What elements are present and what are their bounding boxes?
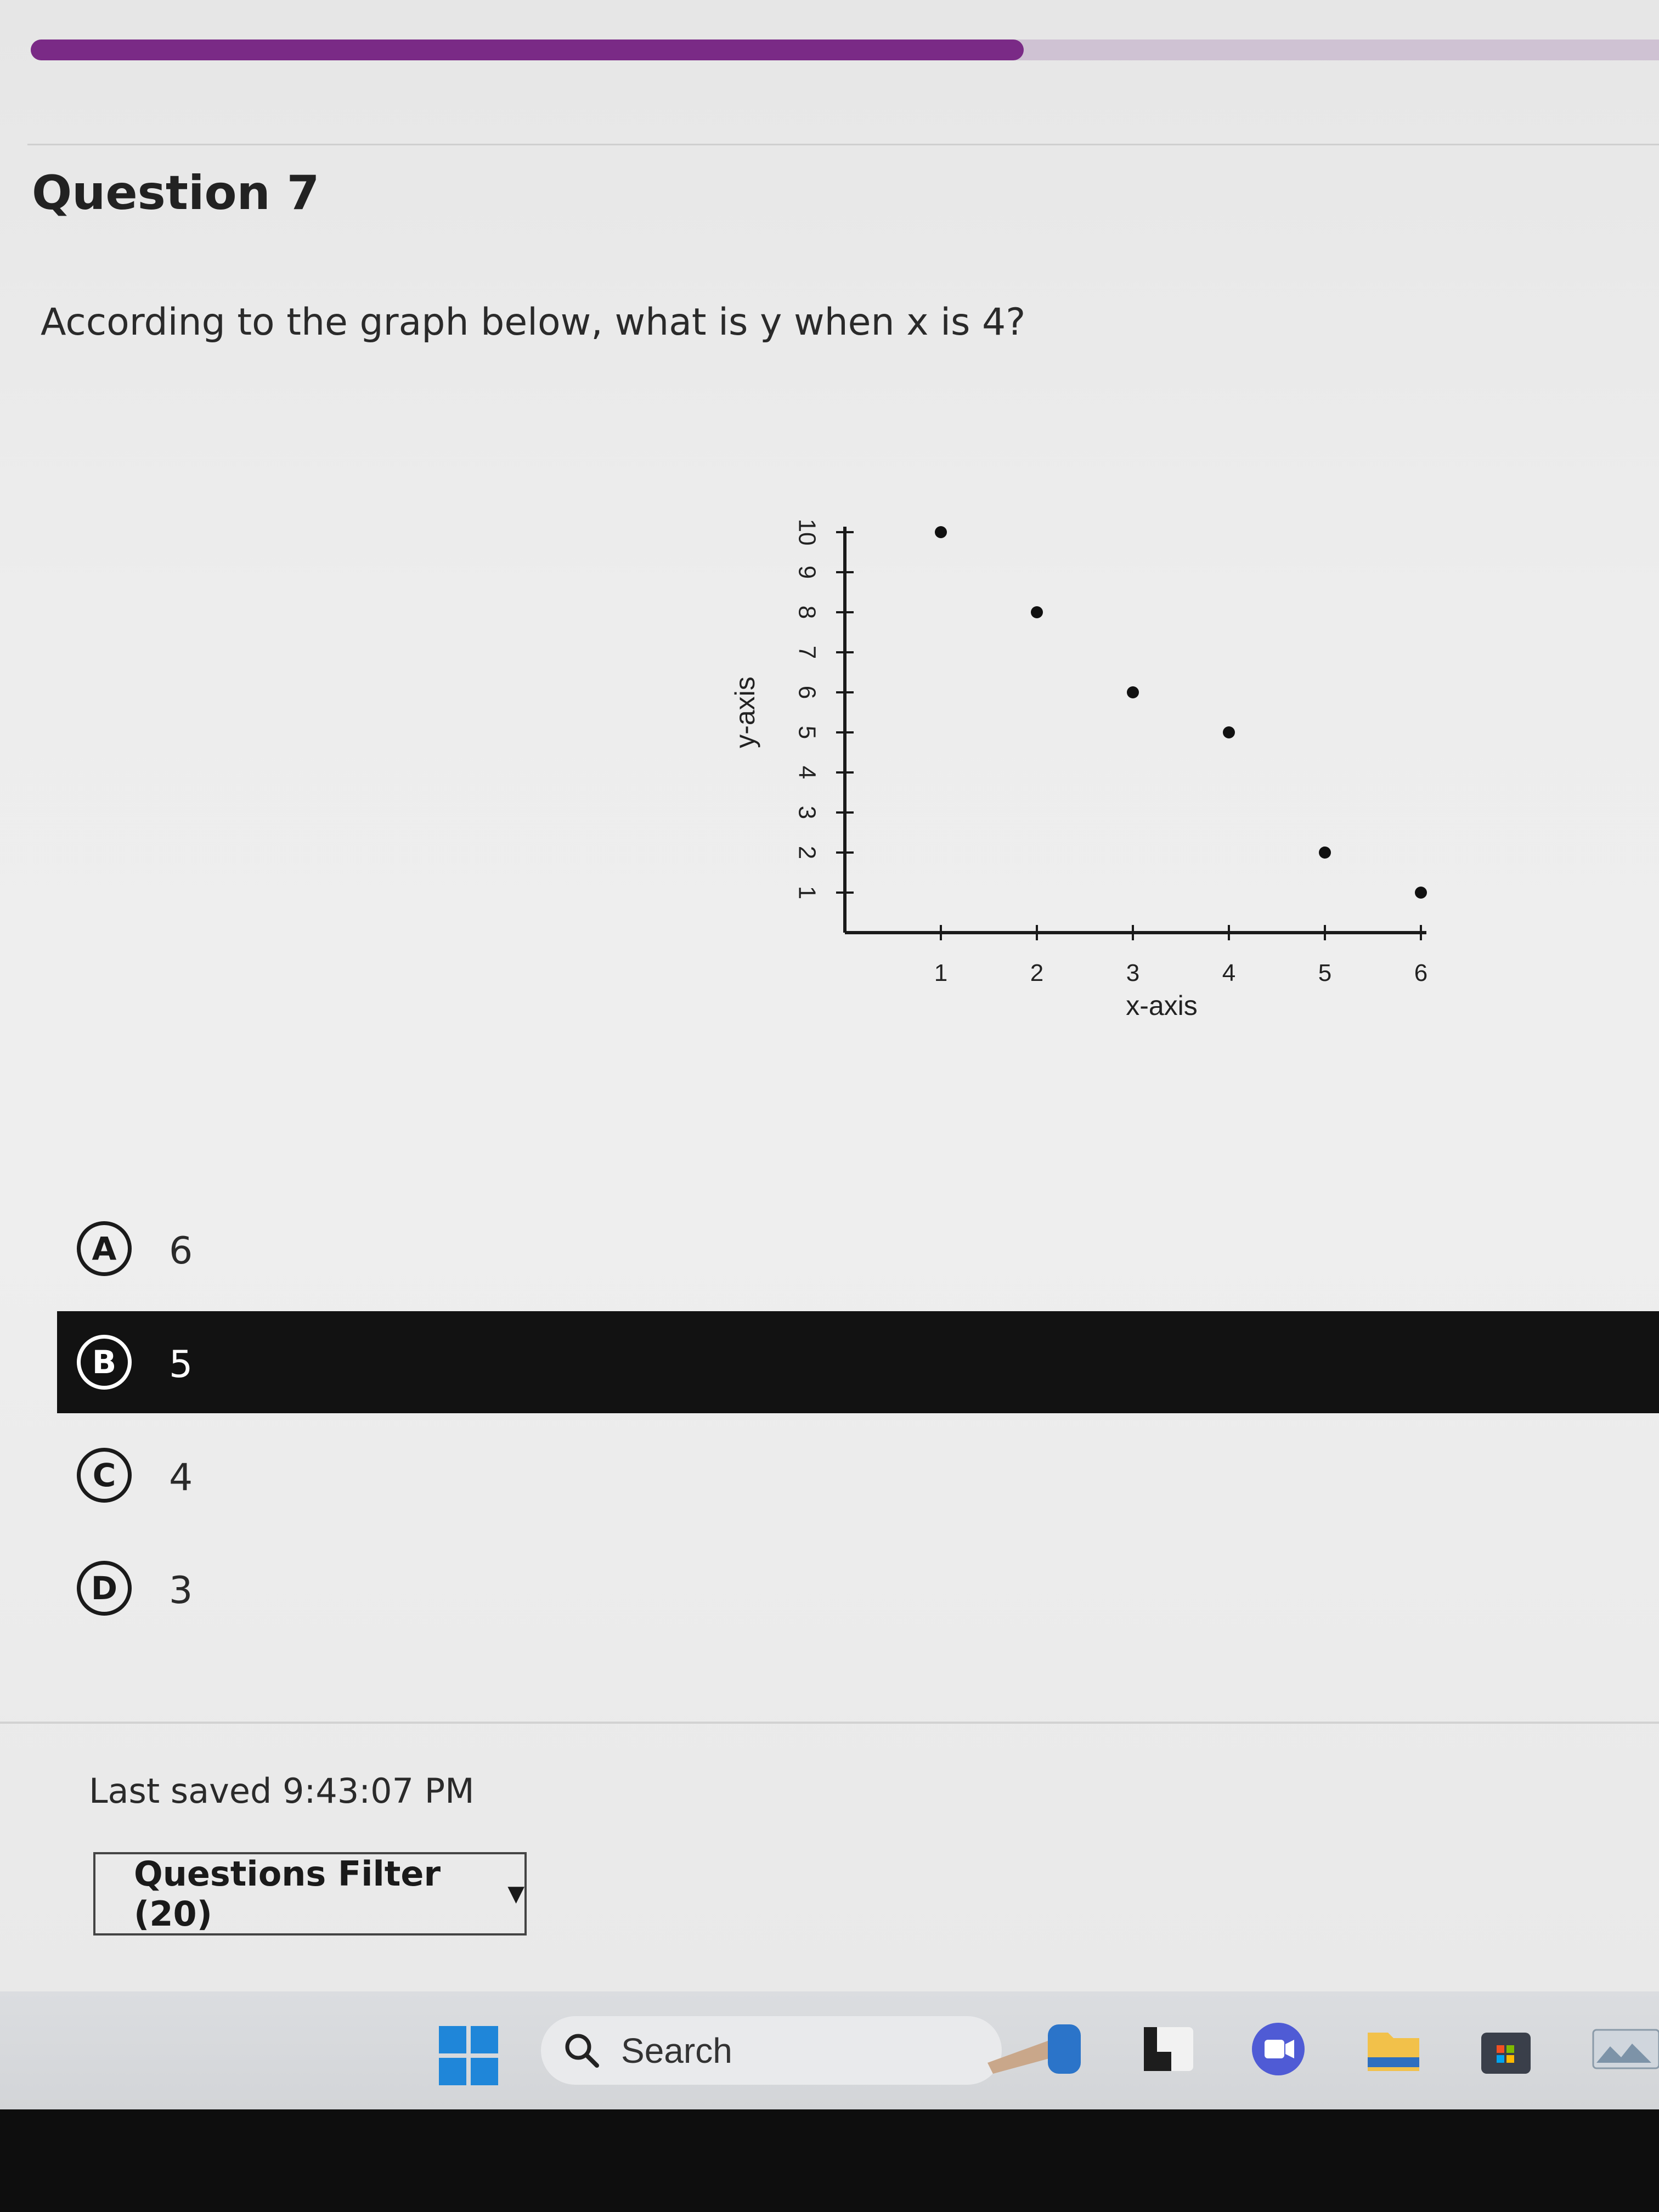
y-tick-label: 4 (793, 765, 821, 780)
file-explorer-icon[interactable] (1363, 2019, 1424, 2079)
option-value: 3 (169, 1569, 193, 1612)
x-tick-label: 4 (1222, 960, 1236, 986)
caret-down-icon: ▼ (507, 1881, 524, 1906)
data-point (1415, 887, 1427, 899)
search-icon (563, 2032, 601, 2070)
questions-filter-label: Questions Filter (20) (134, 1854, 441, 1934)
search-label: Search (621, 2030, 732, 2070)
option-value: 5 (169, 1343, 193, 1386)
data-point (1031, 606, 1043, 618)
teams-icon[interactable] (1248, 2019, 1308, 2079)
question-prompt: According to the graph below, what is y when x is 4? (41, 301, 1026, 344)
y-tick-label: 3 (793, 805, 821, 820)
divider (27, 144, 1659, 145)
x-axis-title: x-axis (1126, 990, 1198, 1021)
question-title: Question 7 (32, 166, 320, 221)
option-letter-badge: A (77, 1221, 132, 1276)
store-icon[interactable] (1476, 2019, 1536, 2079)
progress-bar (31, 40, 1659, 60)
y-tick-label: 5 (793, 725, 821, 740)
data-point (1319, 847, 1331, 859)
y-tick-label: 7 (793, 645, 821, 659)
data-point (1223, 726, 1235, 738)
start-icon[interactable] (439, 2026, 500, 2087)
last-saved-status: Last saved 9:43:07 PM (89, 1771, 475, 1811)
terminal-icon[interactable] (1138, 2019, 1199, 2079)
x-tick-label: 6 (1414, 960, 1428, 986)
data-point (935, 526, 947, 538)
progress-fill (31, 40, 1024, 60)
taskbar (0, 1991, 1659, 2109)
answer-option-b[interactable] (57, 1311, 1659, 1413)
option-value: 4 (169, 1456, 193, 1499)
x-tick-label: 1 (934, 960, 948, 986)
option-letter-badge: D (77, 1561, 132, 1616)
x-tick-label: 2 (1030, 960, 1044, 986)
y-tick-label: 2 (793, 845, 821, 860)
photos-icon[interactable] (1591, 2019, 1659, 2079)
x-tick-label: 3 (1126, 960, 1140, 986)
chart-svg (713, 494, 1470, 1053)
taskbar-search[interactable] (541, 2016, 1002, 2085)
option-letter-badge: C (77, 1448, 132, 1503)
paint-icon[interactable] (982, 2019, 1086, 2079)
y-axis-title: y-axis (730, 676, 760, 748)
y-tick-label: 8 (793, 605, 821, 619)
answer-option-d[interactable] (57, 1537, 1659, 1639)
answer-option-a[interactable] (57, 1198, 1659, 1300)
y-tick-label: 9 (793, 565, 821, 579)
option-letter-badge: B (77, 1335, 132, 1390)
scatter-chart (713, 494, 1470, 1053)
y-tick-label: 10 (793, 518, 821, 546)
y-tick-label: 1 (793, 885, 821, 900)
questions-filter-button[interactable] (93, 1852, 527, 1936)
data-point (1127, 686, 1139, 698)
y-tick-label: 6 (793, 685, 821, 699)
answer-option-c[interactable] (57, 1424, 1659, 1526)
screen-bezel (0, 2109, 1659, 2212)
x-tick-label: 5 (1318, 960, 1332, 986)
divider (0, 1722, 1659, 1724)
option-value: 6 (169, 1229, 193, 1273)
